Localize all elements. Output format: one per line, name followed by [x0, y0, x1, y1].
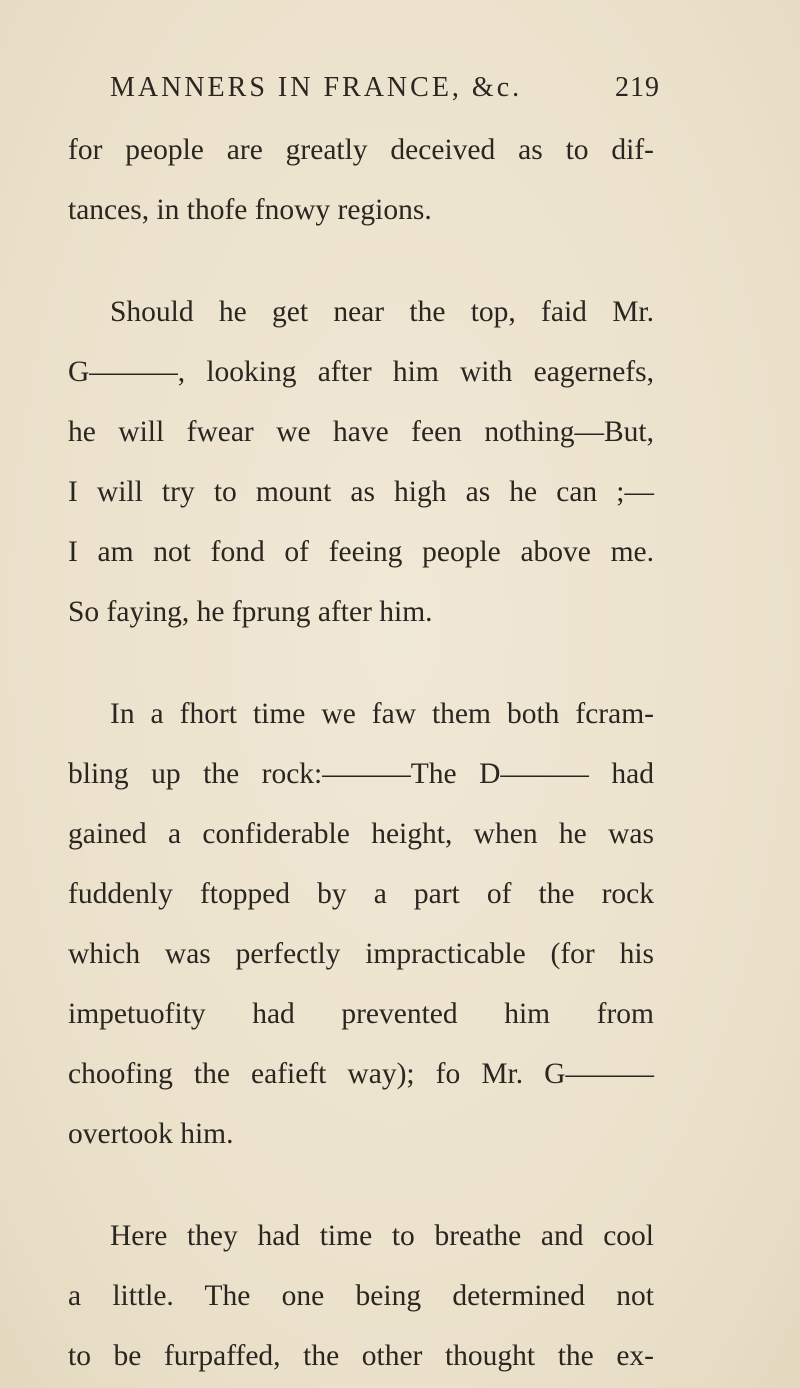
- text-line: which was perfectly impracticable (for his: [68, 938, 654, 970]
- running-title: MANNERS IN FRANCE, &c.: [110, 72, 523, 103]
- text-line: G———, looking after him with eagernefs,: [68, 356, 654, 388]
- text-line: for people are greatly deceived as to dif-: [68, 134, 654, 166]
- text-line: bling up the rock:———The D——— had: [68, 758, 654, 790]
- text-line: Should he get near the top, faid Mr.: [110, 296, 654, 328]
- text-line: he will fwear we have feen nothing—But,: [68, 416, 654, 448]
- text-line: fuddenly ftopped by a part of the rock: [68, 878, 654, 910]
- text-line: impetuofity had prevented him from: [68, 998, 654, 1030]
- text-line: In a fhort time we faw them both fcram-: [110, 698, 654, 730]
- page-header: [110, 72, 660, 112]
- text-line: I am not fond of feeing people above me.: [68, 536, 654, 568]
- text-line: gained a confiderable height, when he was: [68, 818, 654, 850]
- text-line: overtook him.: [68, 1118, 234, 1150]
- text-line: Here they had time to breathe and cool: [110, 1220, 654, 1252]
- page-number: 219: [615, 72, 660, 103]
- text-line: So faying, he fprung after him.: [68, 596, 433, 628]
- text-line: tances, in thofe fnowy regions.: [68, 194, 432, 226]
- text-line: I will try to mount as high as he can ;—: [68, 476, 654, 508]
- text-line: a little. The one being determined not: [68, 1280, 654, 1312]
- text-line: to be furpaffed, the other thought the ex-: [68, 1340, 654, 1372]
- text-line: choofing the eafieft way); fo Mr. G———: [68, 1058, 654, 1090]
